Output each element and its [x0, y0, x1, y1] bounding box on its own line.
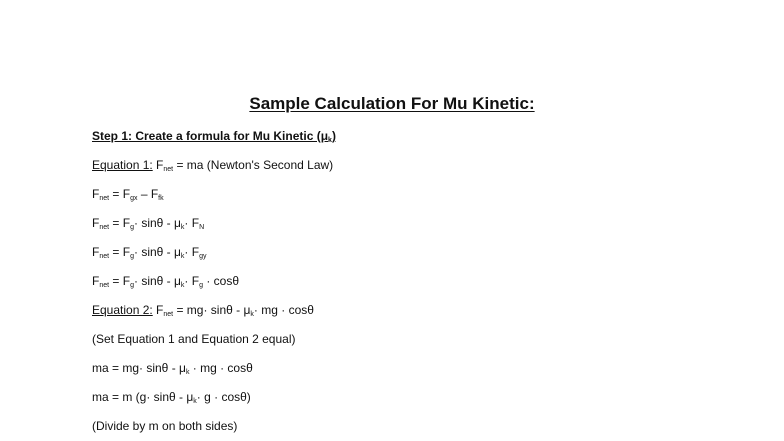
term: F — [92, 187, 100, 201]
equation-1-f: F — [152, 158, 164, 172]
subscript: net — [99, 253, 110, 260]
note-set-equal: (Set Equation 1 and Equation 2 equal) — [92, 332, 296, 346]
equation-1-f-sub: net — [163, 166, 174, 173]
subscript: g — [130, 282, 134, 289]
term: = F — [109, 216, 131, 230]
step-1-text: Step 1: Create a formula for Mu Kinetic (μ — [92, 129, 329, 143]
subscript: k — [180, 253, 185, 260]
formula-line-9 — [92, 390, 251, 404]
formula-line-5 — [92, 274, 239, 288]
term: · F — [184, 274, 200, 288]
term: · F — [184, 245, 200, 259]
equation-1-line — [92, 158, 333, 172]
term: F — [92, 216, 100, 230]
term: F — [92, 245, 100, 259]
term: = F — [109, 187, 131, 201]
subscript: gx — [130, 195, 138, 202]
formula-line-3 — [92, 216, 204, 230]
term: · F — [184, 216, 200, 230]
term: · mg · cosθ — [189, 361, 253, 375]
equation-2-line — [92, 303, 314, 317]
subscript: k — [250, 311, 254, 318]
subscript: fk — [158, 195, 164, 202]
term: F — [152, 303, 164, 317]
subscript: k — [180, 224, 185, 231]
term: · mg · cosθ — [253, 303, 314, 317]
subscript: g — [199, 282, 203, 289]
term: ma = mg· sinθ - μ — [92, 361, 186, 375]
subscript: gy — [199, 253, 207, 260]
term: · sinθ - μ — [134, 216, 181, 230]
term: · sinθ - μ — [134, 274, 181, 288]
term: · sinθ - μ — [134, 245, 181, 259]
subscript: net — [99, 195, 110, 202]
note-divide: (Divide by m on both sides) — [92, 419, 238, 433]
subscript: g — [130, 253, 134, 260]
equation-1-rest: = ma (Newton's Second Law) — [173, 158, 334, 172]
subscript: g — [130, 224, 134, 231]
term: = F — [109, 274, 131, 288]
subscript: net — [99, 224, 110, 231]
step-1-heading — [92, 129, 336, 143]
equation-1-label: Equation 1: — [92, 158, 153, 172]
subscript: k — [193, 398, 197, 405]
term: · g · cosθ) — [196, 390, 251, 404]
formula-line-2 — [92, 187, 164, 201]
step-1-subscript: k — [328, 137, 332, 144]
term: = mg· sinθ - μ — [173, 303, 251, 317]
page-title: Sample Calculation For Mu Kinetic: — [249, 94, 535, 113]
subscript: net — [99, 282, 110, 289]
term: = F — [109, 245, 131, 259]
term: ma = m (g· sinθ - μ — [92, 390, 194, 404]
term: F — [92, 274, 100, 288]
subscript: N — [199, 224, 205, 231]
subscript: k — [180, 282, 185, 289]
formula-line-8 — [92, 361, 253, 375]
step-1-close: ) — [331, 129, 336, 143]
equation-2-label: Equation 2: — [92, 303, 153, 317]
term: · cosθ — [203, 274, 240, 288]
subscript: k — [185, 369, 190, 376]
term: – F — [137, 187, 159, 201]
subscript: net — [163, 311, 174, 318]
formula-line-4 — [92, 245, 207, 259]
